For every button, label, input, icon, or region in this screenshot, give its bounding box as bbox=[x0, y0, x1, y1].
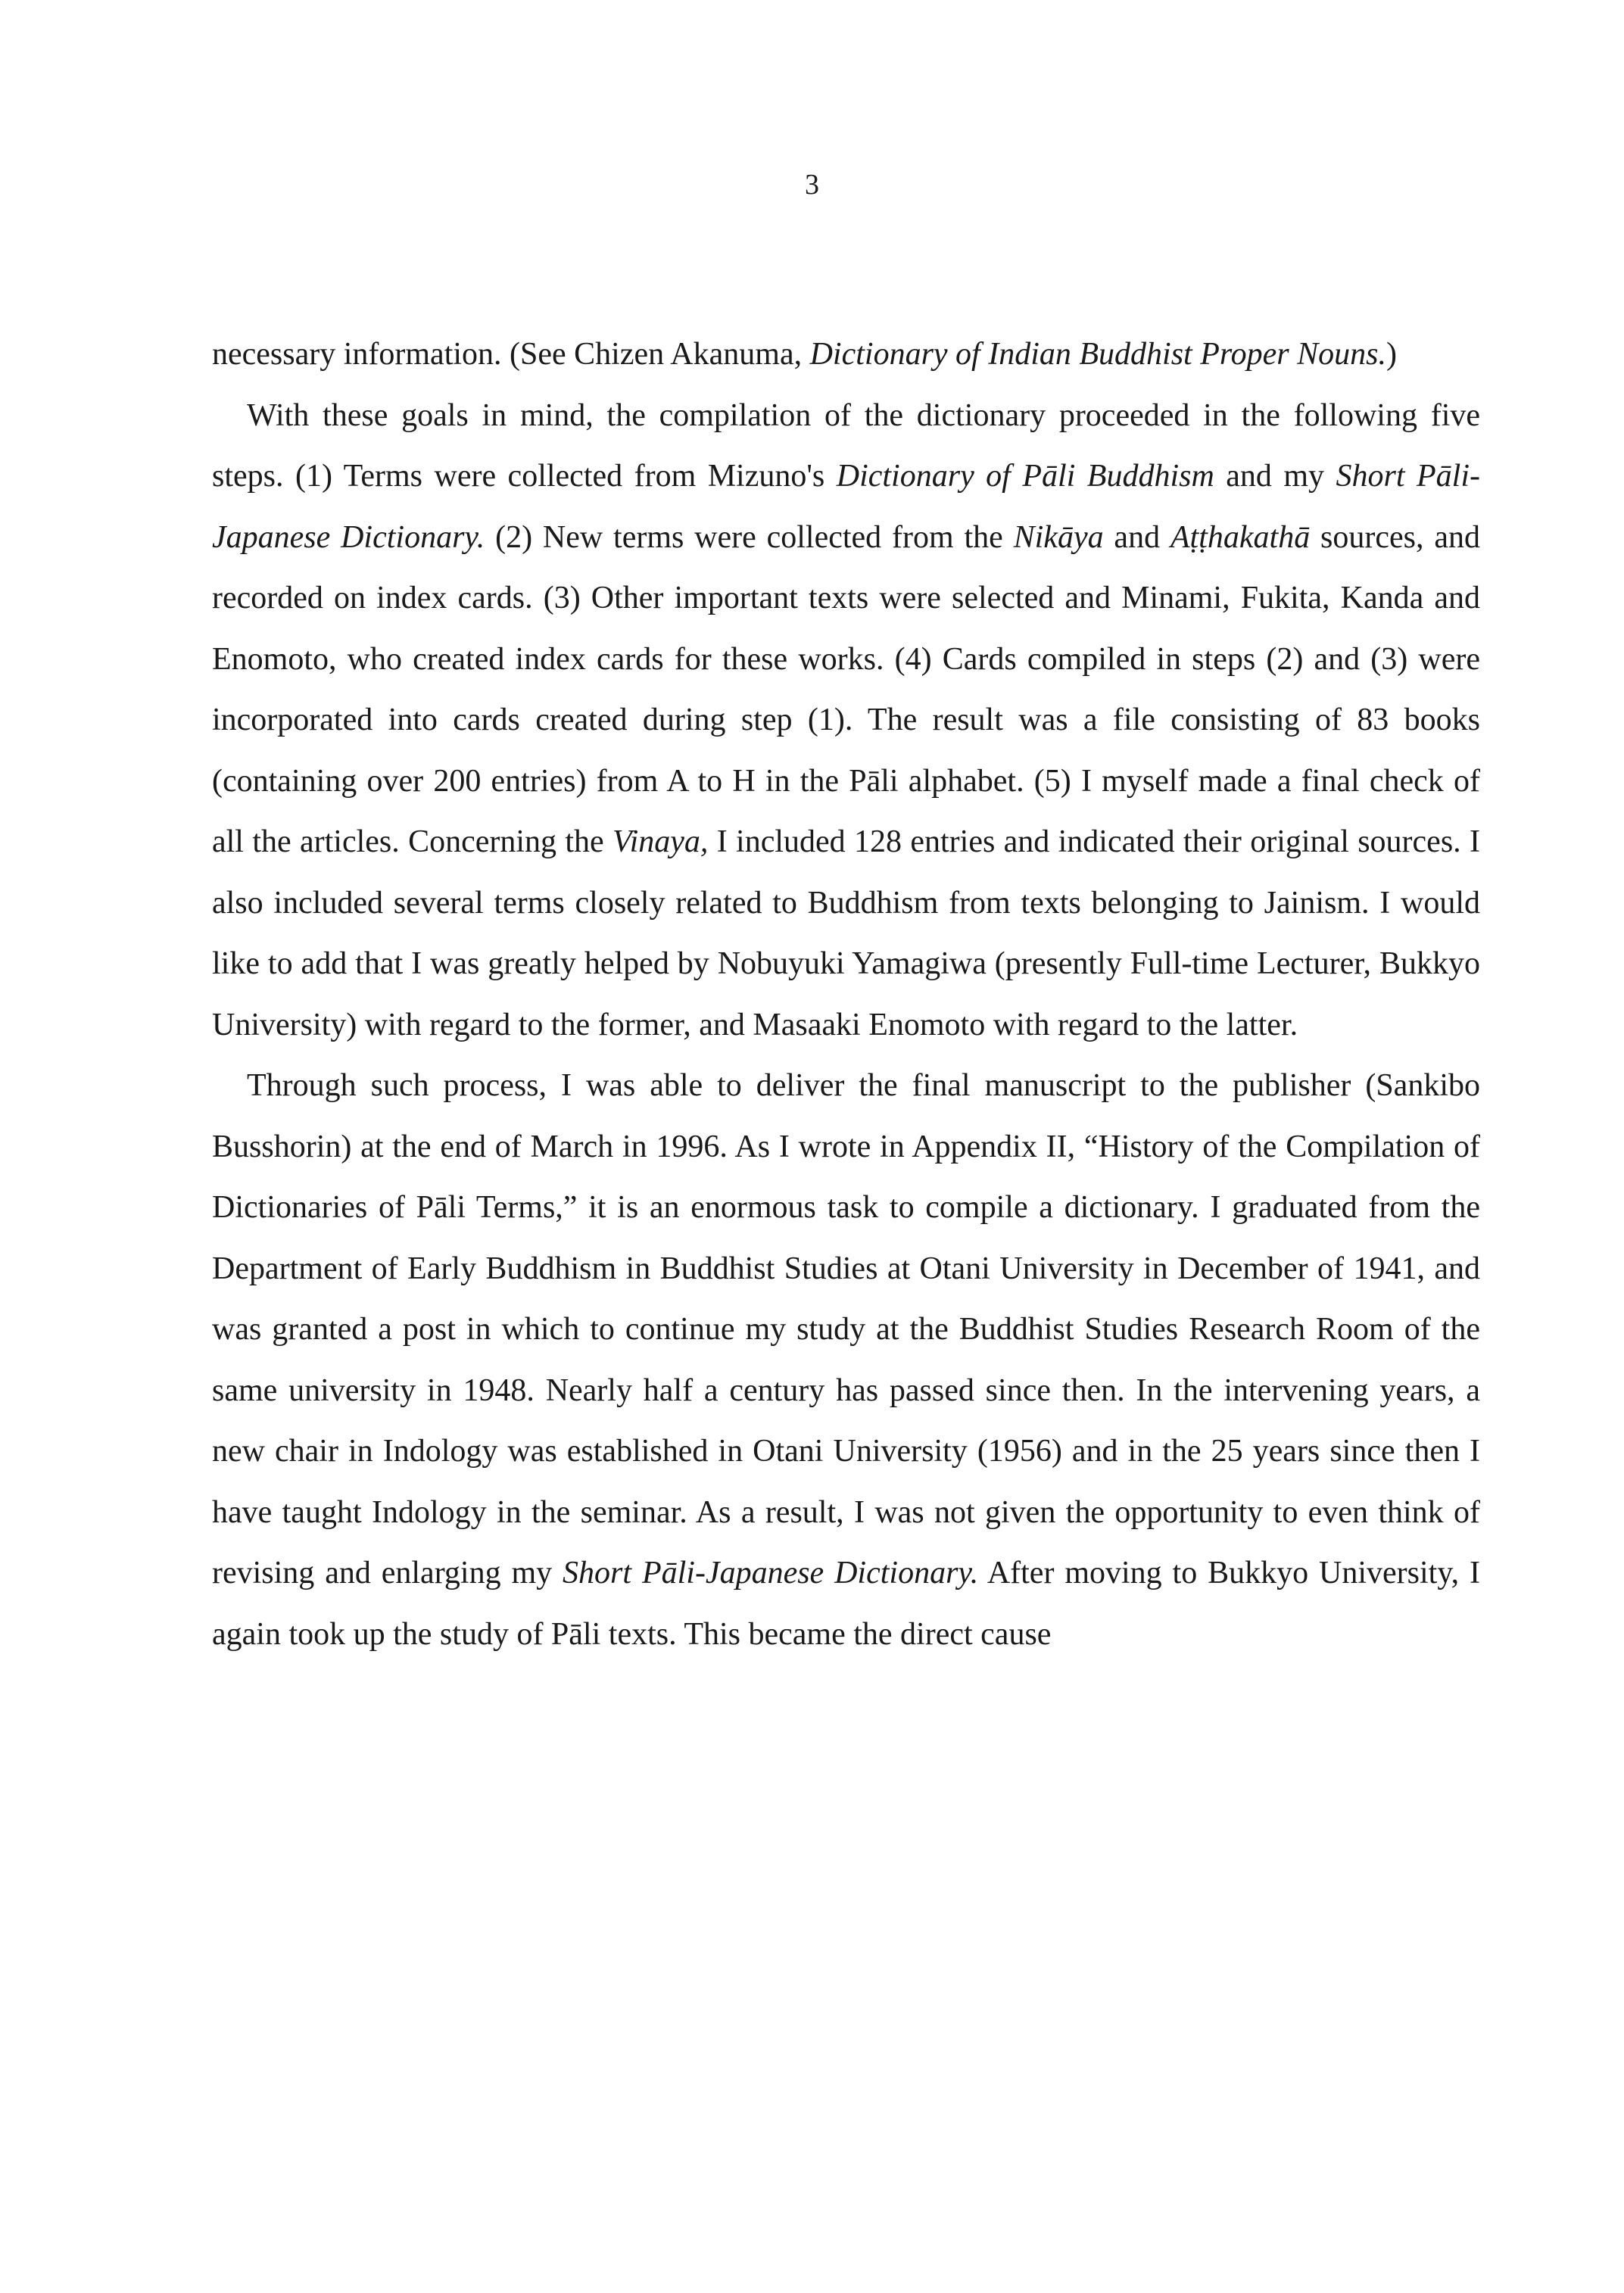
paragraph bbox=[212, 1055, 1480, 1665]
paragraph bbox=[212, 324, 1480, 385]
text-segment: necessary information. (See Chizen Akanuma, bbox=[212, 337, 810, 372]
book-title: Dictionary of Indian Buddhist Proper Nouns. bbox=[809, 337, 1387, 372]
source-title: Aṭṭhakathā bbox=[1170, 519, 1311, 555]
text-segment: ) bbox=[1386, 337, 1398, 372]
page-number: 3 bbox=[805, 169, 819, 201]
text-segment: and bbox=[1103, 519, 1170, 555]
source-title: Vinaya, bbox=[613, 824, 709, 859]
book-title: Short Pāli-Japanese Dictionary. bbox=[563, 1556, 979, 1590]
book-title: Dictionary of Pāli Buddhism bbox=[836, 459, 1214, 494]
text-segment: With these goals in mind, the compilation of the dictionary proceeded in the following five steps. (1) Terms were collected from Mizuno's bbox=[212, 397, 1480, 494]
text-segment: Through such process, I was able to deliver the final manuscript to the publisher (Sankibo Busshorin) at the end of March in 1996. As I wrote in Appendix II, “History of the Compilation of Dictionaries of Pāli Terms,” it is an enormous task to compile a dictionary. I graduated from the Department of Early Buddhism in Buddhist Studies at Otani University in December of 1941, and was granted a post in which to continue my study at the Buddhist Studies Research Room of the same university in 1948. Nearly half a century has passed since then. In the intervening years, a new chair in Indology was established in Otani University (1956) and in the 25 years since then I have taught Indology in the seminar. As a result, I was not given the opportunity to even think of revising and enlarging my bbox=[212, 1068, 1480, 1590]
text-segment: After moving to Bukkyo University, I again took up the study of Pāli texts. This became the direct cause bbox=[212, 1556, 1480, 1652]
text-segment: I included 128 entries and indicated their original sources. I also included several terms closely related to Buddhism from texts belonging to Jainism. I would like to add that I was greatly helped by Nobuyuki Yamagiwa (presently Full-time Lecturer, Bukkyo University) with regard to the former, and Masaaki Enomoto with regard to the latter. bbox=[212, 824, 1480, 1042]
text-body bbox=[212, 324, 1480, 1665]
text-segment: sources, and recorded on index cards. (3) Other important texts were selected and Minami, Fukita, Kanda and Enomoto, who created index cards for these works. (4) Cards compiled in steps (2) and (3) were incorporated into cards created during step (1). The result was a file consisting of 83 books (containing over 200 entries) from A to H in the Pāli alphabet. (5) I myself made a final check of all the articles. Concerning the bbox=[212, 519, 1480, 859]
source-title: Nikāya bbox=[1013, 519, 1104, 555]
paragraph bbox=[212, 385, 1480, 1056]
text-segment: and my bbox=[1214, 459, 1336, 494]
text-segment: (2) New terms were collected from the bbox=[485, 519, 1014, 555]
book-title: Short Pāli-Japanese Dictionary. bbox=[212, 459, 1480, 555]
